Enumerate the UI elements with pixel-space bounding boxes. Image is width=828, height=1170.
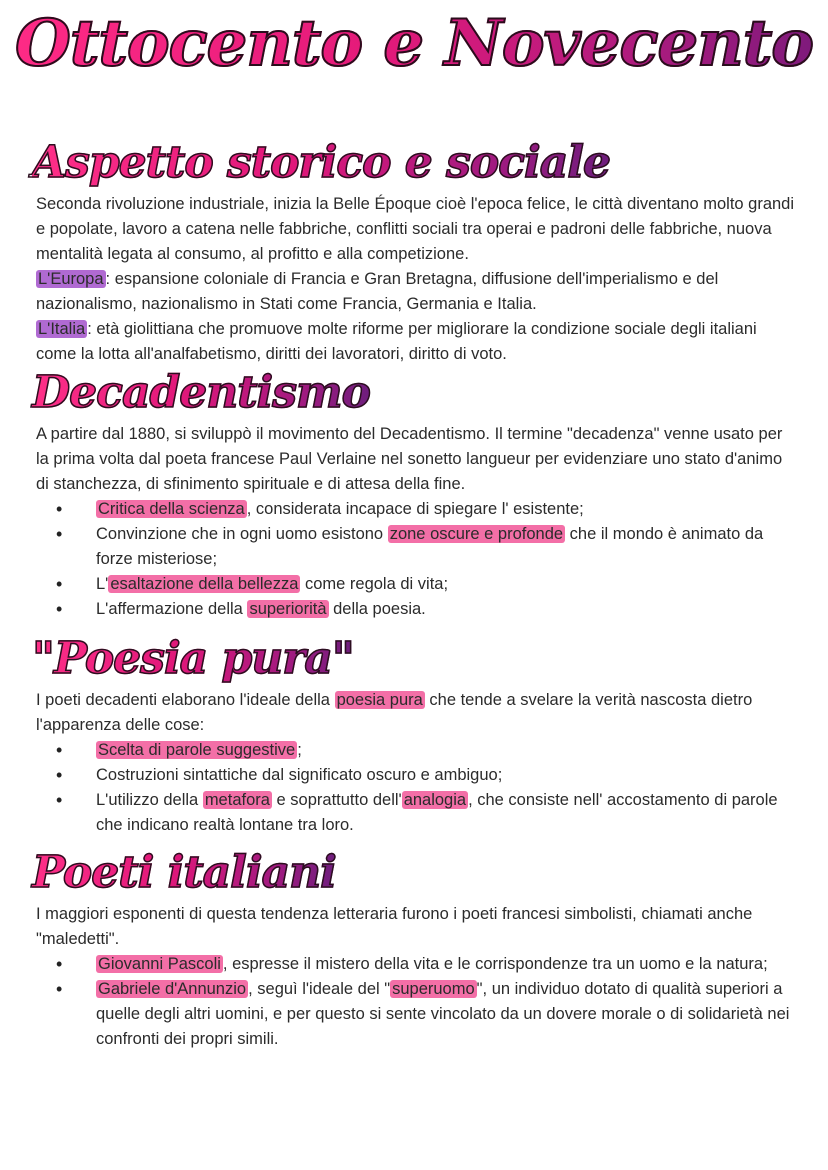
paragraph: I maggiori esponenti di questa tendenza letteraria furono i poeti francesi simbolisti, chiamati anche "maledetti". [36,905,753,948]
page-title: Ottocento e Novecento [0,2,828,86]
bullet-icon: • [56,954,63,974]
list-item-text: ; [297,741,302,759]
highlight-text: metafora [204,791,270,809]
list-item-text: , considerata incapace di spiegare l' esistente; [246,500,584,518]
list-item-text: della poesia. [333,600,426,618]
list-item-text: , espresse il mistero della vita e le corrispondenze tra un uomo e la natura; [222,955,768,973]
highlight-text: analogia [403,791,467,809]
highlight-text: esaltazione della bellezza [110,575,299,593]
list-item [36,522,796,572]
list-item [36,597,796,622]
highlight-italia: L'Italia [38,320,86,338]
highlight-text: superuomo [392,980,475,998]
bullet-icon: • [56,765,63,785]
section-aspetto-storico [32,134,796,367]
list-item-text: come regola di vita; [304,575,449,593]
bullet-icon: • [56,524,63,544]
paragraph [36,192,796,367]
list-item-text: L'utilizzo della [96,791,199,809]
highlight-europa: L'Europa [38,270,104,288]
paragraph: A partire dal 1880, si sviluppò il movimento del Decadentismo. Il termine "decadenza" venne usato per la prima volta dal poeta francese Paul Verlaine nel sonetto langueur per evidenziare uno stato d'animo di stanchezza, di sfinimento spirituale e di attesa della fine. [36,425,783,493]
paragraph-text: Seconda rivoluzione industriale, inizia la Belle Époque cioè l'epoca felice, le città diventano molto grandi e popolate, lavoro a catena nelle fabbriche, conflitti sociali tra operai e padroni delle fabbriche, nuova mentalità legata al consumo, al profitto e alla competizione. [36,195,795,263]
highlight-text: zone oscure e profonde [389,525,564,543]
paragraph-text: che tende a svelare la verità nascosta dietro l'apparenza delle cose: [36,691,753,734]
bullet-icon: • [56,790,63,810]
list-item [36,952,796,977]
section-heading: Poeti italiani [32,844,336,902]
section-heading: Aspetto storico e sociale [32,134,610,192]
list-item-text: Costruzioni sintattiche dal significato oscuro e ambiguo; [96,766,503,784]
section-poeti-italiani [32,844,796,1052]
list-item [36,763,796,788]
list-item-text: che il mondo è animato da forze misteriose; [96,525,764,568]
list-item-text: L' [96,575,109,593]
section-poesia-pura [32,630,796,838]
bullet-list [36,738,796,838]
paragraph-text: I poeti decadenti elaborano l'ideale della [36,691,330,709]
highlight-text: poesia pura [336,691,423,709]
paragraph-text: : espansione coloniale di Francia e Gran Bretagna, diffusione dell'imperialismo e del nazionalismo, nazionalismo in Stati come Francia, Germania e Italia. [36,270,719,313]
list-item [36,497,796,522]
list-item-text: ", un individuo dotato di qualità superiori a quelle degli altri uomini, e per questo si sente vincolato da un dovere morale o di solidarietà nei confronti dei propri simili. [96,980,790,1048]
bullet-icon: • [56,574,63,594]
list-item-text: , che consiste nell' accostamento di parole che indicano realtà lontane tra loro. [96,791,778,834]
list-item-text: e soprattutto dell' [276,791,402,809]
list-item-text: , seguì l'ideale del " [248,980,391,998]
list-item-text: L'affermazione della [96,600,243,618]
bullet-icon: • [56,740,63,760]
highlight-text: Gabriele d'Annunzio [98,980,247,998]
bullet-list [36,952,796,1052]
highlight-text: superiorità [249,600,327,618]
paragraph [36,688,796,738]
highlight-text: Giovanni Pascoli [98,955,221,973]
highlight-text: Critica della scienza [98,500,245,518]
section-heading: Decadentismo [32,364,370,422]
bullet-icon: • [56,499,63,519]
paragraph-text: : età giolittiana che promuove molte riforme per migliorare la condizione sociale degli italiani come la lotta all'analfabetismo, diritti dei lavoratori, diritto di voto. [36,320,757,363]
list-item-text: Convinzione che in ogni uomo esistono [96,525,384,543]
list-item [36,738,796,763]
list-item [36,572,796,597]
bullet-icon: • [56,599,63,619]
section-heading: "Poesia pura" [32,630,354,688]
highlight-text: Scelta di parole suggestive [98,741,296,759]
list-item [36,788,796,838]
bullet-list [36,497,796,622]
section-decadentismo [32,364,796,622]
list-item [36,977,796,1052]
bullet-icon: • [56,979,63,999]
